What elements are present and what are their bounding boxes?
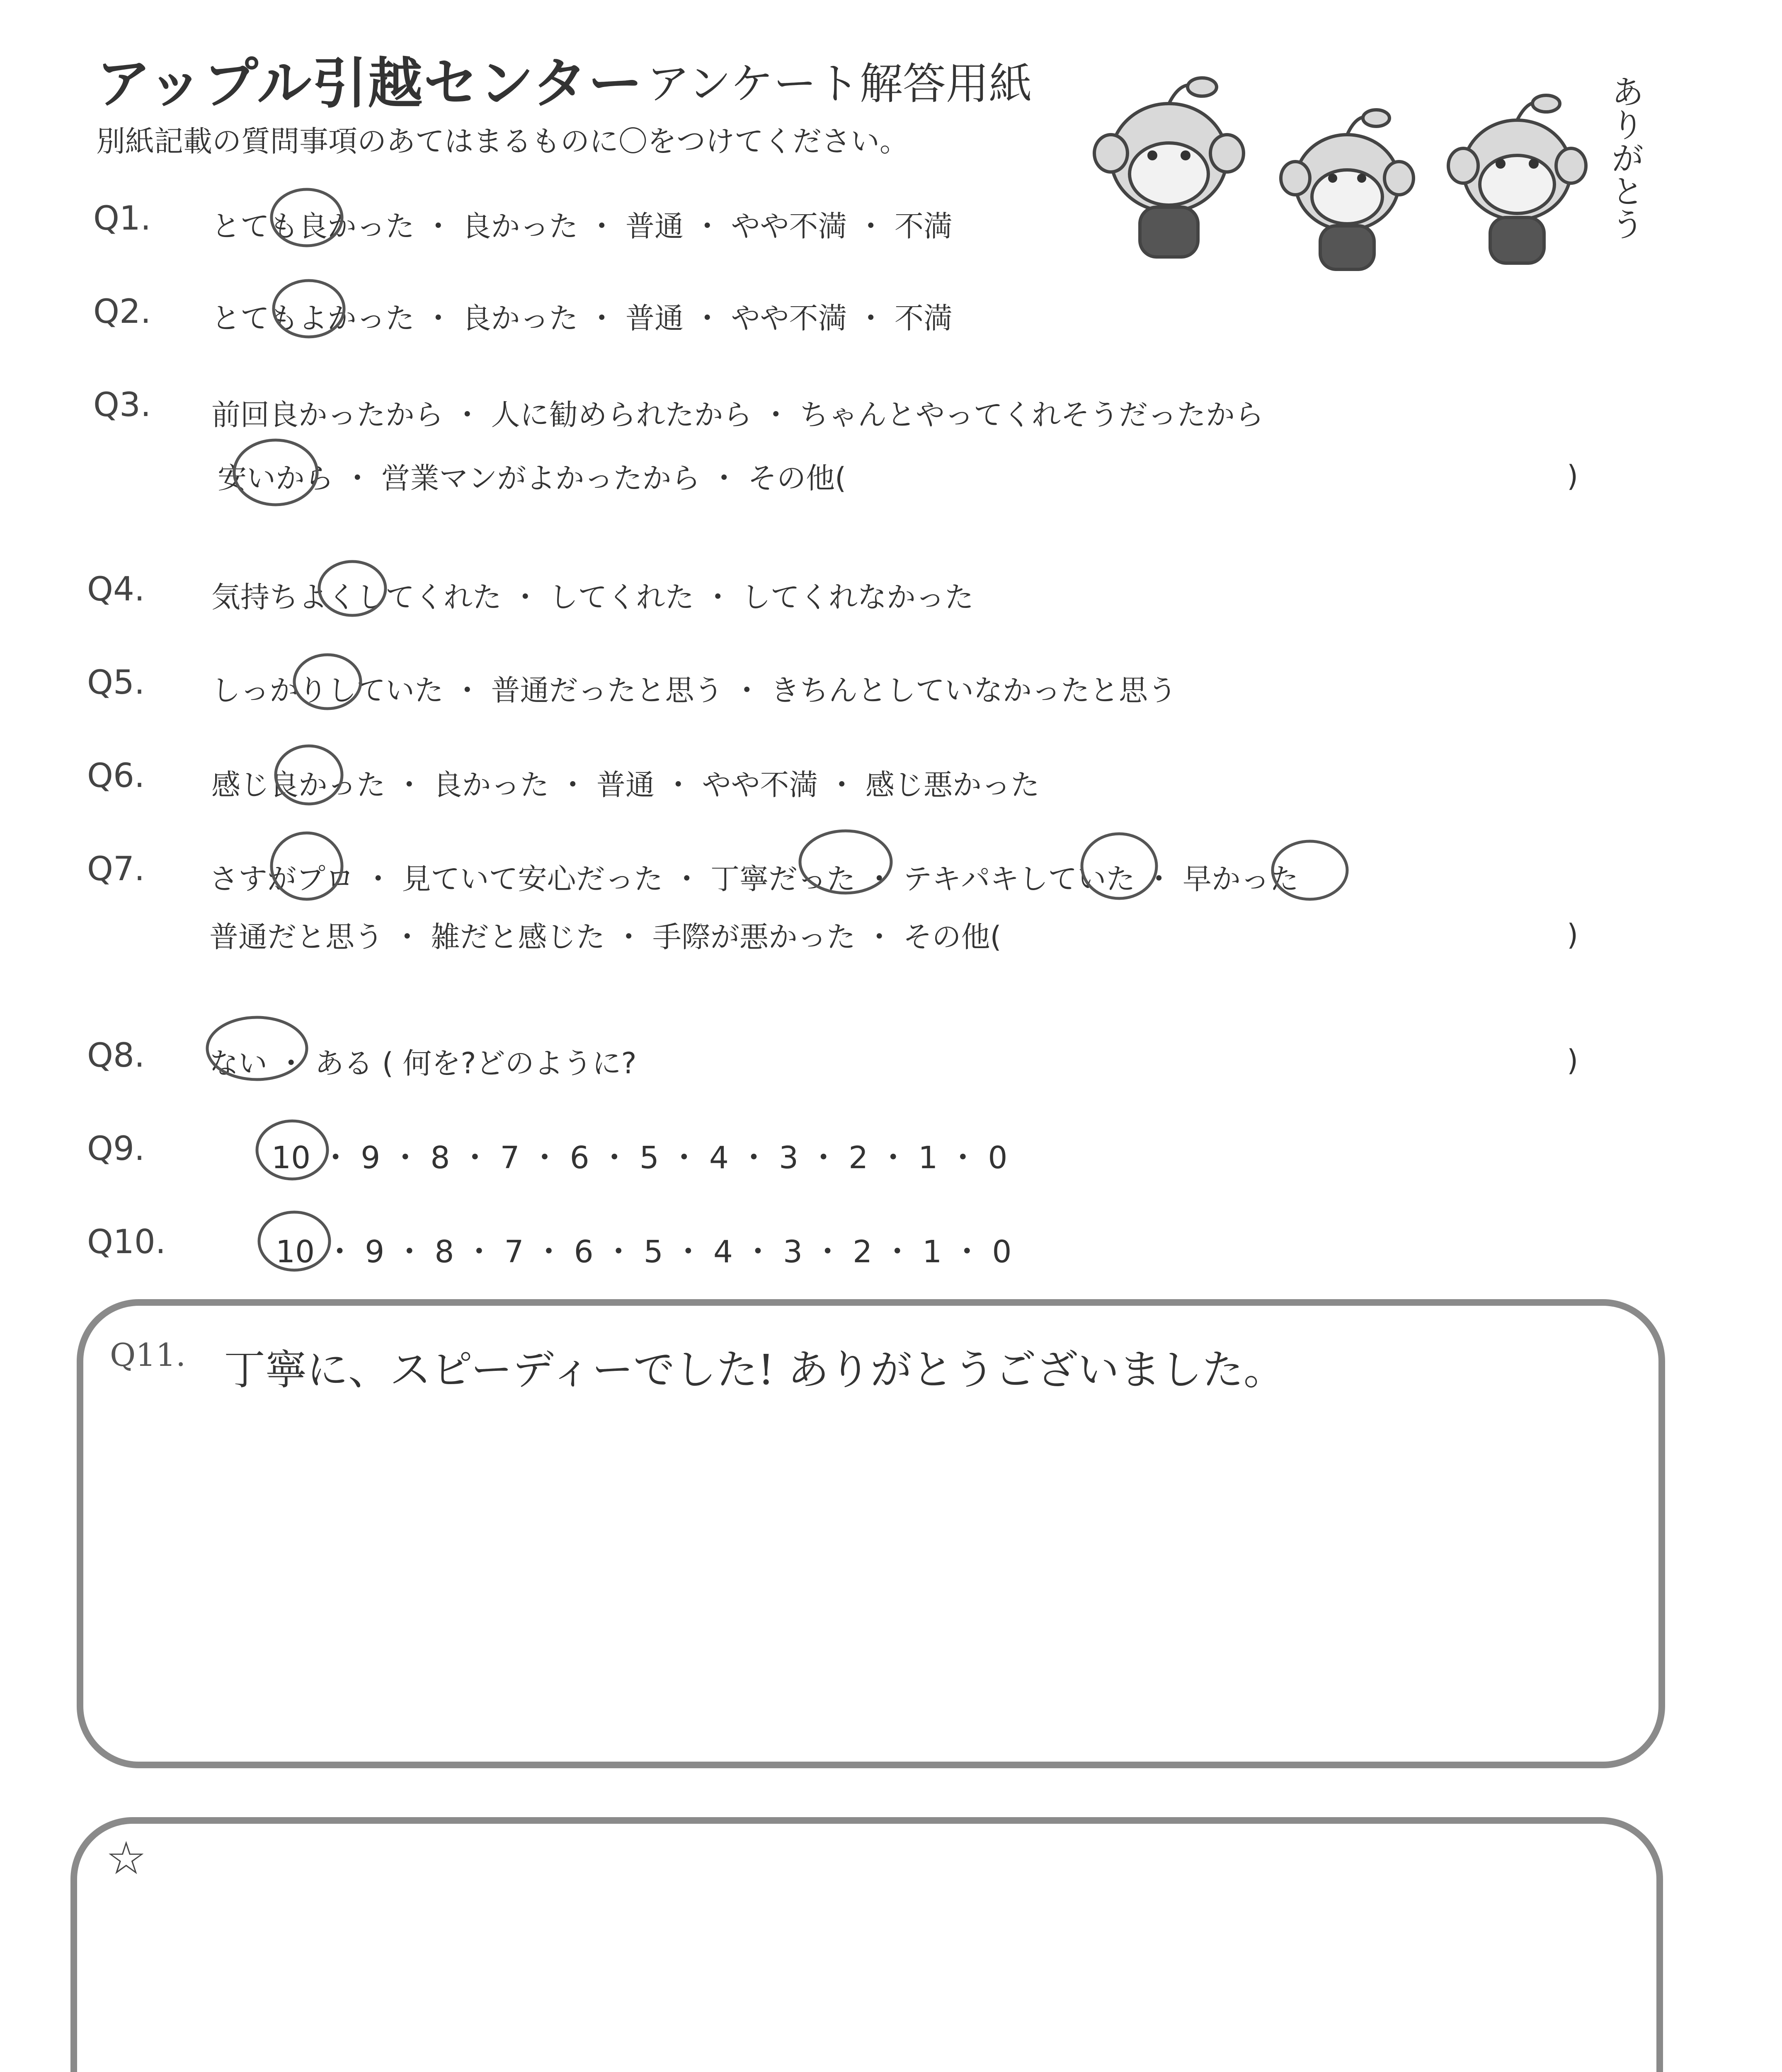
q1-label: Q1. bbox=[93, 199, 151, 237]
q11-label: Q11. bbox=[110, 1336, 186, 1373]
q9-scale: 10 ・ 9 ・ 8 ・ 7 ・ 6 ・ 5 ・ 4 ・ 3 ・ 2 ・ 1 ・ 0 bbox=[272, 1140, 1008, 1176]
q3-options-line2: 安いから ・ 営業マンがよかったから ・ その他( bbox=[218, 461, 846, 495]
q8-close-paren: ) bbox=[1567, 1043, 1578, 1077]
form-title: アンケート解答用紙 bbox=[647, 58, 1032, 109]
q7-circle-3 bbox=[1082, 834, 1156, 898]
q6-options: 感じ良かった ・ 良かった ・ 普通 ・ やや不満 ・ 感じ悪かった bbox=[211, 768, 1040, 802]
instruction-text: 別紙記載の質問事項のあてはまるものに〇をつけてください。 bbox=[96, 124, 909, 158]
q8-circle bbox=[207, 1017, 307, 1080]
q3-close-paren: ) bbox=[1567, 459, 1578, 493]
q3-options-line1: 前回良かったから ・ 人に勧められたから ・ ちゃんとやってくれそうだったから bbox=[211, 398, 1264, 432]
company-name: アップル引越センター bbox=[96, 52, 644, 116]
q2-circle bbox=[274, 281, 344, 337]
q4-circle bbox=[319, 562, 385, 615]
q10-scale: 10 ・ 9 ・ 8 ・ 7 ・ 6 ・ 5 ・ 4 ・ 3 ・ 2 ・ 1 ・ 0 bbox=[276, 1234, 1012, 1270]
q7-circle-2 bbox=[800, 831, 891, 893]
q2-options: とてもよかった ・ 良かった ・ 普通 ・ やや不満 ・ 不満 bbox=[211, 301, 953, 335]
q10-label: Q10. bbox=[87, 1222, 166, 1261]
q9-label: Q9. bbox=[87, 1129, 145, 1168]
q7-label: Q7. bbox=[87, 850, 145, 888]
q5-circle bbox=[294, 655, 361, 709]
q5-label: Q5. bbox=[87, 663, 145, 702]
q4-options: 気持ちよくしてくれた ・ してくれた ・ してくれなかった bbox=[211, 580, 974, 614]
q8-label: Q8. bbox=[87, 1036, 145, 1075]
q3-circle bbox=[234, 440, 317, 505]
q1-options: とても良かった ・ 良かった ・ 普通 ・ やや不満 ・ 不満 bbox=[211, 209, 953, 243]
q7-options-line2: 普通だと思う ・ 雑だと感じた ・ 手際が悪かった ・ その他( bbox=[209, 920, 1001, 954]
mascot-text: ありがとう bbox=[1605, 75, 1644, 240]
q3-label: Q3. bbox=[93, 385, 151, 424]
q7-close-paren: ) bbox=[1567, 918, 1578, 952]
q5-options: しっかりしていた ・ 普通だったと思う ・ きちんとしていなかったと思う bbox=[211, 673, 1177, 707]
q4-label: Q4. bbox=[87, 570, 145, 608]
q7-circle-1 bbox=[272, 833, 342, 899]
q11-answer-text: 丁寧に、スピーディーでした! ありがとうございました。 bbox=[224, 1346, 1285, 1394]
q6-circle bbox=[276, 746, 342, 804]
q6-label: Q6. bbox=[87, 756, 145, 795]
q10-circle bbox=[259, 1212, 330, 1270]
q2-label: Q2. bbox=[93, 292, 151, 331]
q9-circle bbox=[257, 1121, 327, 1179]
q7-options-line1: さすがプロ ・ 見ていて安心だった ・ 丁寧だった ・ テキパキしていた ・ 早かった bbox=[209, 862, 1299, 896]
star-label: ☆ bbox=[106, 1832, 147, 1885]
comment-box[interactable] bbox=[70, 1817, 1663, 2072]
q1-circle bbox=[272, 189, 342, 246]
q8-options: ない ・ ある ( 何を?どのように? bbox=[209, 1046, 637, 1080]
q7-circle-4 bbox=[1273, 841, 1347, 899]
